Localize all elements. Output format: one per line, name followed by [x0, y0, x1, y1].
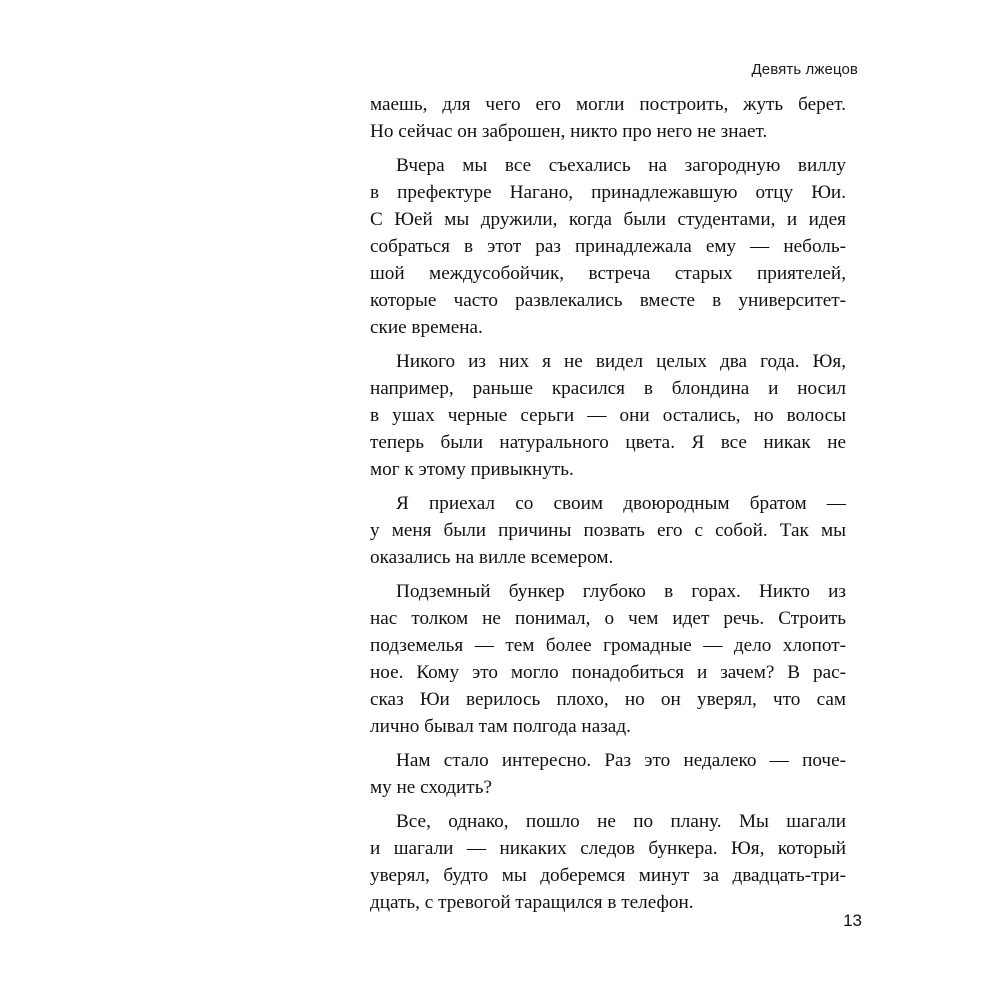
- text-line: собраться в этот раз принадлежала ему — неболь-: [370, 236, 846, 257]
- text-line: например, раньше красился в блондина и носил: [370, 378, 846, 399]
- paragraph: [370, 808, 846, 916]
- text-line: ное. Кому это могло понадобиться и зачем? В рас-: [370, 662, 846, 683]
- text-line: ские времена.: [370, 317, 483, 338]
- text-line: у меня были причины позвать его с собой. Так мы: [370, 520, 846, 541]
- text-line: Подземный бункер глубоко в горах. Никто из: [396, 581, 846, 602]
- text-line: Никого из них я не видел целых два года. Юя,: [396, 351, 846, 372]
- paragraph: [370, 578, 846, 740]
- text-line: оказались на вилле всемером.: [370, 547, 614, 568]
- text-line: теперь были натурального цвета. Я все никак не: [370, 432, 846, 453]
- text-line: сказ Юи верилось плохо, но он уверял, что сам: [370, 689, 846, 710]
- text-line: Все, однако, пошло не по плану. Мы шагали: [396, 811, 846, 832]
- paragraph: [370, 348, 846, 483]
- text-line: Я приехал со своим двоюродным братом —: [396, 493, 846, 514]
- text-line: которые часто развлекались вместе в университет-: [370, 290, 846, 311]
- text-line: в ушах черные серьги — они остались, но волосы: [370, 405, 846, 426]
- body-text: [370, 91, 846, 916]
- text-line: уверял, будто мы доберемся минут за двадцать-три-: [370, 865, 846, 886]
- text-line: Нам стало интересно. Раз это недалеко — поче-: [396, 750, 846, 771]
- text-line: шой междусобойчик, встреча старых приятелей,: [370, 263, 846, 284]
- text-line: лично бывал там полгода назад.: [370, 716, 631, 737]
- text-line: Вчера мы все съехались на загородную виллу: [396, 155, 846, 176]
- text-line: Но сейчас он заброшен, никто про него не знает.: [370, 121, 768, 142]
- text-line: нас толком не понимал, о чем идет речь. Строить: [370, 608, 846, 629]
- text-line: мог к этому привыкнуть.: [370, 459, 574, 480]
- text-line: в префектуре Нагано, принадлежавшую отцу Юи.: [370, 182, 846, 203]
- running-head: Девять лжецов: [751, 61, 858, 78]
- paragraph: [370, 490, 846, 571]
- text-line: дцать, с тревогой таращился в телефон.: [370, 892, 694, 913]
- text-line: маешь, для чего его могли построить, жуть берет.: [370, 94, 846, 115]
- text-line: подземелья — тем более громадные — дело хлопот-: [370, 635, 846, 656]
- text-line: и шагали — никаких следов бункера. Юя, который: [370, 838, 846, 859]
- text-line: С Юей мы дружили, когда были студентами, и идея: [370, 209, 846, 230]
- paragraph: [370, 91, 846, 145]
- text-line: му не сходить?: [370, 777, 492, 798]
- paragraph: [370, 152, 846, 341]
- paragraph: [370, 747, 846, 801]
- page-number: 13: [843, 911, 862, 930]
